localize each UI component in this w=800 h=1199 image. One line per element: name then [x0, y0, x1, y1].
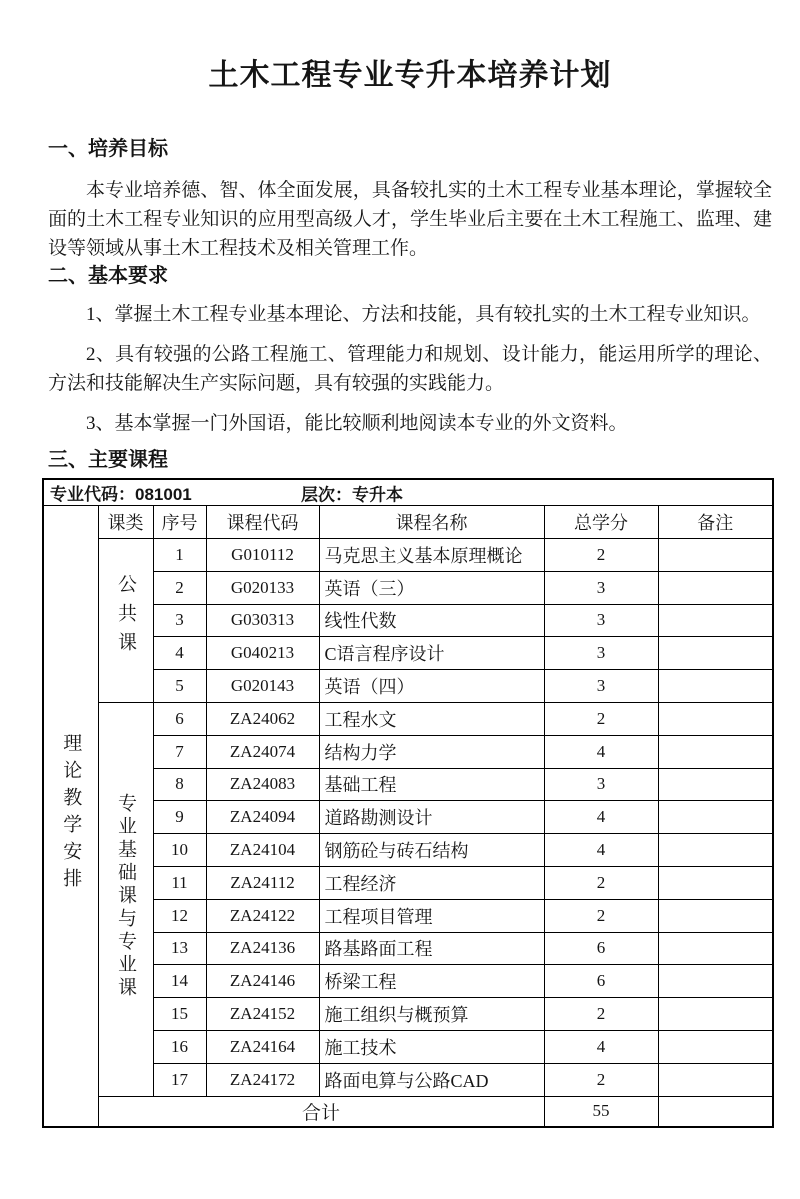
course-name: 钢筋砼与砖石结构	[319, 834, 544, 867]
course-remark	[658, 932, 773, 965]
course-remark	[658, 539, 773, 572]
table-row	[43, 539, 773, 572]
course-code: ZA24062	[206, 702, 319, 735]
course-code: G040213	[206, 637, 319, 670]
table-side-label-cell	[43, 506, 98, 1128]
course-number: 5	[153, 670, 206, 703]
course-credits: 2	[544, 539, 658, 572]
course-credits: 3	[544, 768, 658, 801]
course-credits: 6	[544, 965, 658, 998]
total-credits-cell: 55	[544, 1096, 658, 1127]
course-name: 基础工程	[319, 768, 544, 801]
course-remark	[658, 1030, 773, 1063]
course-number: 12	[153, 899, 206, 932]
table-meta-cell	[43, 479, 773, 506]
course-code: G020133	[206, 571, 319, 604]
table-row	[43, 834, 773, 867]
course-group-label: 公共课	[115, 574, 136, 662]
course-code: G030313	[206, 604, 319, 637]
course-remark	[658, 571, 773, 604]
course-credits: 2	[544, 866, 658, 899]
course-code: ZA24083	[206, 768, 319, 801]
table-row	[43, 571, 773, 604]
header-remark: 备注	[658, 506, 773, 539]
course-credits: 2	[544, 899, 658, 932]
course-credits: 2	[544, 998, 658, 1031]
table-row	[43, 670, 773, 703]
table-row	[43, 932, 773, 965]
course-remark	[658, 801, 773, 834]
course-code: ZA24112	[206, 866, 319, 899]
section-heading-goal: 一、培养目标	[48, 138, 168, 160]
course-credits: 3	[544, 670, 658, 703]
course-number: 15	[153, 998, 206, 1031]
header-course-code: 课程代码	[206, 506, 319, 539]
course-code: ZA24146	[206, 965, 319, 998]
table-row	[43, 1063, 773, 1096]
course-name: 路面电算与公路CAD	[319, 1063, 544, 1096]
course-name: 英语（三）	[319, 571, 544, 604]
table-meta-row	[43, 479, 773, 506]
course-credits: 4	[544, 801, 658, 834]
course-code: ZA24164	[206, 1030, 319, 1063]
paragraph-requirement-3: 3、基本掌握一门外国语，能比较顺利地阅读本专业的外文资料。	[86, 413, 628, 434]
course-code: G010112	[206, 539, 319, 572]
course-name: 施工技术	[319, 1030, 544, 1063]
course-credits: 4	[544, 1030, 658, 1063]
course-name: C语言程序设计	[319, 637, 544, 670]
course-remark	[658, 998, 773, 1031]
side-label: 理论教学安排	[60, 732, 82, 895]
course-name: 工程项目管理	[319, 899, 544, 932]
level-value: 专升本	[352, 485, 403, 504]
table-row	[43, 801, 773, 834]
table-row	[43, 604, 773, 637]
course-number: 7	[153, 735, 206, 768]
course-remark	[658, 834, 773, 867]
section-heading-courses: 三、主要课程	[48, 449, 168, 471]
table-row	[43, 899, 773, 932]
course-credits: 2	[544, 1063, 658, 1096]
table-row	[43, 866, 773, 899]
header-total-credits: 总学分	[544, 506, 658, 539]
course-credits: 2	[544, 702, 658, 735]
course-group-cell	[98, 702, 153, 1096]
course-number: 3	[153, 604, 206, 637]
header-course-name: 课程名称	[319, 506, 544, 539]
table-row	[43, 637, 773, 670]
header-course-class: 课类	[98, 506, 153, 539]
total-remark-cell	[658, 1096, 773, 1127]
course-credits: 3	[544, 571, 658, 604]
course-name: 道路勘测设计	[319, 801, 544, 834]
course-code: ZA24136	[206, 932, 319, 965]
course-number: 13	[153, 932, 206, 965]
course-remark	[658, 637, 773, 670]
course-credits: 6	[544, 932, 658, 965]
course-name: 马克思主义基本原理概论	[319, 539, 544, 572]
level-text	[301, 480, 403, 505]
major-code-label: 专业代码：	[50, 485, 135, 504]
course-number: 17	[153, 1063, 206, 1096]
course-remark	[658, 702, 773, 735]
course-remark	[658, 866, 773, 899]
course-name: 线性代数	[319, 604, 544, 637]
course-remark	[658, 735, 773, 768]
course-name: 施工组织与概预算	[319, 998, 544, 1031]
course-name: 工程经济	[319, 866, 544, 899]
course-number: 6	[153, 702, 206, 735]
course-credits: 4	[544, 834, 658, 867]
course-number: 14	[153, 965, 206, 998]
level-label: 层次：	[301, 485, 352, 504]
course-code: ZA24172	[206, 1063, 319, 1096]
table-row	[43, 965, 773, 998]
course-code: ZA24074	[206, 735, 319, 768]
major-code-value: 081001	[135, 485, 192, 504]
course-number: 9	[153, 801, 206, 834]
text-column	[48, 58, 772, 473]
table-row	[43, 768, 773, 801]
course-remark	[658, 670, 773, 703]
course-remark	[658, 965, 773, 998]
table-total-row	[43, 1096, 773, 1127]
table-row	[43, 702, 773, 735]
course-remark	[658, 768, 773, 801]
table-row	[43, 1030, 773, 1063]
course-number: 16	[153, 1030, 206, 1063]
table-row	[43, 735, 773, 768]
course-number: 8	[153, 768, 206, 801]
course-group-label: 专业基础课与专业课	[115, 793, 136, 1001]
section-heading-requirements: 二、基本要求	[48, 265, 168, 287]
course-number: 4	[153, 637, 206, 670]
table-header-row	[43, 506, 773, 539]
course-credits: 4	[544, 735, 658, 768]
course-number: 2	[153, 571, 206, 604]
course-name: 结构力学	[319, 735, 544, 768]
paragraph-requirement-1: 1、掌握土木工程专业基本理论、方法和技能，具有较扎实的土木工程专业知识。	[86, 304, 761, 325]
course-number: 1	[153, 539, 206, 572]
course-remark	[658, 1063, 773, 1096]
total-label-cell: 合计	[98, 1096, 544, 1127]
course-remark	[658, 899, 773, 932]
course-code: ZA24094	[206, 801, 319, 834]
paragraph-requirement-2: 2、具有较强的公路工程施工、管理能力和规划、设计能力，能运用所学的理论、方法和技能解决生产实际问题，具有较强的实践能力。	[48, 344, 772, 394]
course-name: 英语（四）	[319, 670, 544, 703]
table-row	[43, 998, 773, 1031]
page-title: 土木工程专业专升本培养计划	[208, 59, 612, 92]
course-code: ZA24122	[206, 899, 319, 932]
course-name: 工程水文	[319, 702, 544, 735]
course-number: 11	[153, 866, 206, 899]
header-number: 序号	[153, 506, 206, 539]
course-name: 路基路面工程	[319, 932, 544, 965]
course-name: 桥梁工程	[319, 965, 544, 998]
course-table	[42, 478, 774, 1128]
course-number: 10	[153, 834, 206, 867]
course-group-cell	[98, 539, 153, 703]
course-credits: 3	[544, 637, 658, 670]
course-code: ZA24152	[206, 998, 319, 1031]
course-code: ZA24104	[206, 834, 319, 867]
paragraph-goal: 本专业培养德、智、体全面发展，具备较扎实的土木工程专业基本理论，掌握较全面的土木工程专业知识的应用型高级人才，学生毕业后主要在土木工程施工、监理、建设等领域从事土木工程技术及相关管理工作。	[48, 180, 772, 259]
course-remark	[658, 604, 773, 637]
course-credits: 3	[544, 604, 658, 637]
course-code: G020143	[206, 670, 319, 703]
major-code-text	[50, 485, 192, 504]
